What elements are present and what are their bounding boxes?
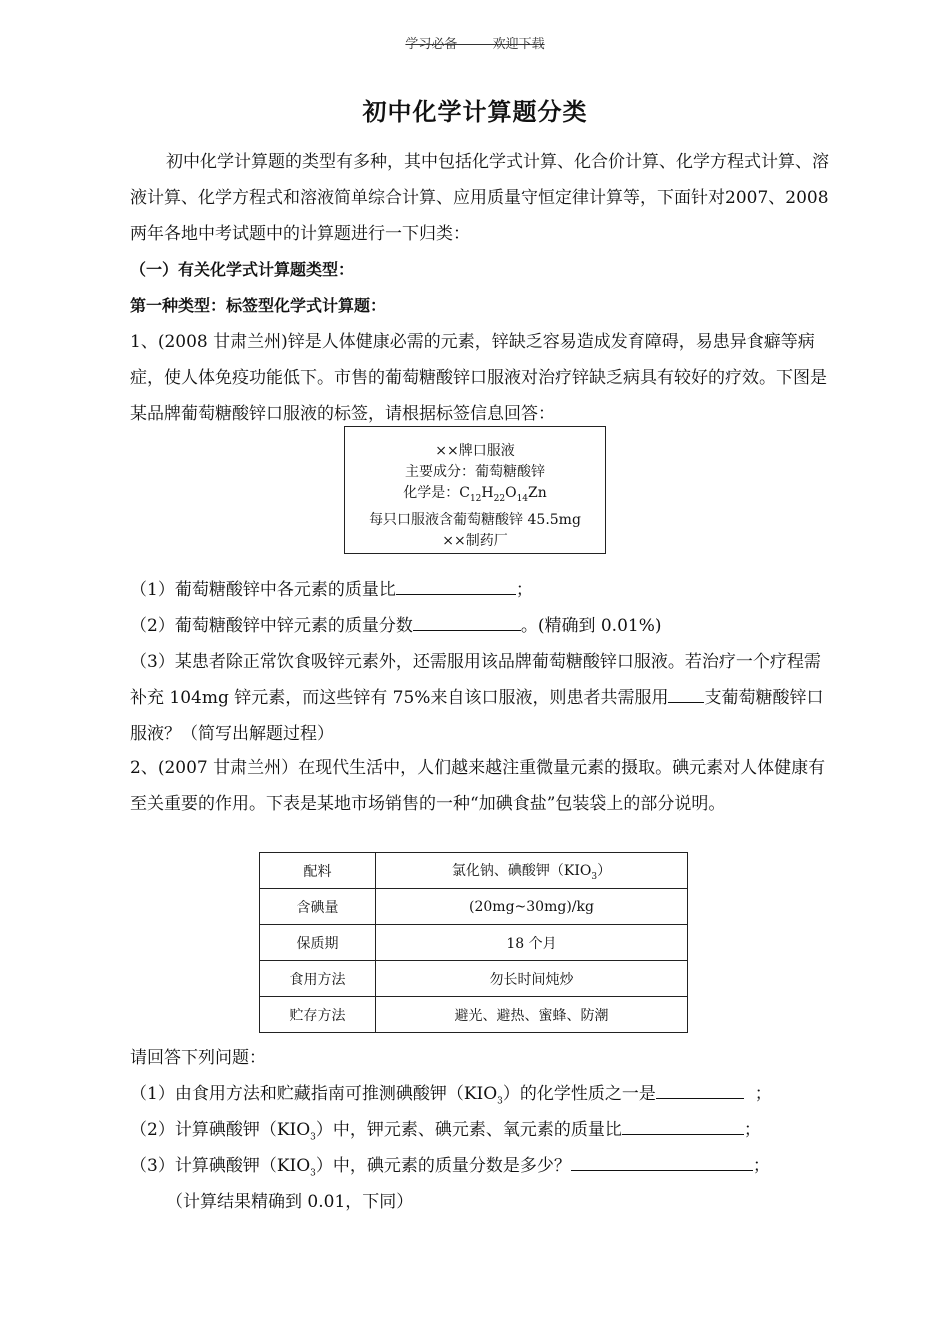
answer-blank[interactable]	[668, 684, 704, 703]
label-dosage: 每只口服液含葡萄糖酸锌 45.5mg	[369, 511, 581, 528]
table-row	[260, 961, 688, 997]
table-key: 含碘量	[260, 889, 376, 925]
table-key: 保质期	[260, 925, 376, 961]
page-title: 初中化学计算题分类	[362, 98, 588, 126]
table-key: 配料	[260, 853, 376, 889]
salt-info-table	[259, 852, 688, 1033]
intro-paragraph: 初中化学计算题的类型有多种，其中包括化学式计算、化合价计算、化学方程式计算、溶液计算、化学方程式和溶液简单综合计算、应用质量守恒定律计算等，下面针对2007、2008两年各地中考试题中的计算题进行一下归类：	[130, 152, 829, 244]
answer-blank[interactable]	[656, 1080, 744, 1099]
product-label-box	[344, 426, 606, 554]
label-maker: ××制药厂	[442, 532, 508, 549]
label-ingredient: 主要成分：葡萄糖酸锌	[405, 464, 545, 480]
label-formula: 化学是：$C_{12}H_{22}O_{14}Zn$	[403, 485, 547, 504]
answer-blank[interactable]	[571, 1152, 753, 1171]
answer-blank[interactable]	[396, 576, 516, 595]
table-key: 贮存方法	[260, 997, 376, 1033]
table-row	[260, 889, 688, 925]
answer-blank[interactable]	[622, 1116, 744, 1135]
header-text: 学习必备--------欢迎下载	[405, 37, 545, 52]
table-value: 避光、避热、蜜蜂、防潮	[376, 997, 688, 1033]
question-1-part-2: （2）葡萄糖酸锌中锌元素的质量分数 。(精确到 0.01%)	[130, 608, 830, 644]
table-row	[260, 997, 688, 1033]
question-1-part-3: （3）某患者除正常饮食吸锌元素外，还需服用该品牌葡萄糖酸锌口服液。若治疗一个疗程需补充 104mg 锌元素，而这些锌有 75%来自该口服液，则患者共需服用 支葡萄糖酸锌口服液？（简写出解题过程）	[130, 652, 824, 744]
page-header	[0, 33, 950, 52]
question-1-part-1: （1）葡萄糖酸锌中各元素的质量比 ；	[130, 572, 830, 608]
table-row	[260, 853, 688, 889]
table-value: 勿长时间炖炒	[376, 961, 688, 997]
table-value: 氯化钠、碘酸钾$(KIO_3)$	[376, 853, 688, 889]
question-2-prompt: 请回答下列问题：	[130, 1048, 266, 1068]
table-value: (20mg~30mg)/kg	[376, 889, 688, 925]
section-heading: （一）有关化学式计算题类型：	[130, 260, 355, 279]
table-row	[260, 925, 688, 961]
answer-blank[interactable]	[413, 612, 521, 631]
question-2-part-1: （1）由食用方法和贮藏指南可推测碘酸钾$(KIO_3)$的化学性质之一是 ；	[130, 1076, 830, 1119]
type-heading: 第一种类型：标签型化学式计算题：	[130, 296, 387, 315]
question-1-stem: 1、(2008 甘肃兰州)锌是人体健康必需的元素，锌缺乏容易造成发育障碍，易患异食癖等病症，使人体免疫功能低下。市售的葡萄糖酸锌口服液对治疗锌缺乏病具有较好的疗效。下图是某品牌葡萄糖酸锌口服液的标签，请根据标签信息回答：	[130, 332, 827, 424]
question-2-part-3: （3）计算碘酸钾$(KIO_3)$中，碘元素的质量分数是多少？ ；	[130, 1148, 830, 1191]
precision-note: （计算结果精确到 0.01，下同）	[166, 1192, 414, 1212]
table-key: 食用方法	[260, 961, 376, 997]
question-2-stem: 2、(2007 甘肃兰州）在现代生活中，人们越来越注重微量元素的摄取。碘元素对人体健康有至关重要的作用。下表是某地市场销售的一种“加碘食盐”包装袋上的部分说明。	[130, 758, 826, 814]
label-brand: ××牌口服液	[435, 443, 515, 459]
table-value: 18 个月	[376, 925, 688, 961]
question-2-part-2: （2）计算碘酸钾$(KIO_3)$中，钾元素、碘元素、氧元素的质量比 ；	[130, 1112, 830, 1155]
